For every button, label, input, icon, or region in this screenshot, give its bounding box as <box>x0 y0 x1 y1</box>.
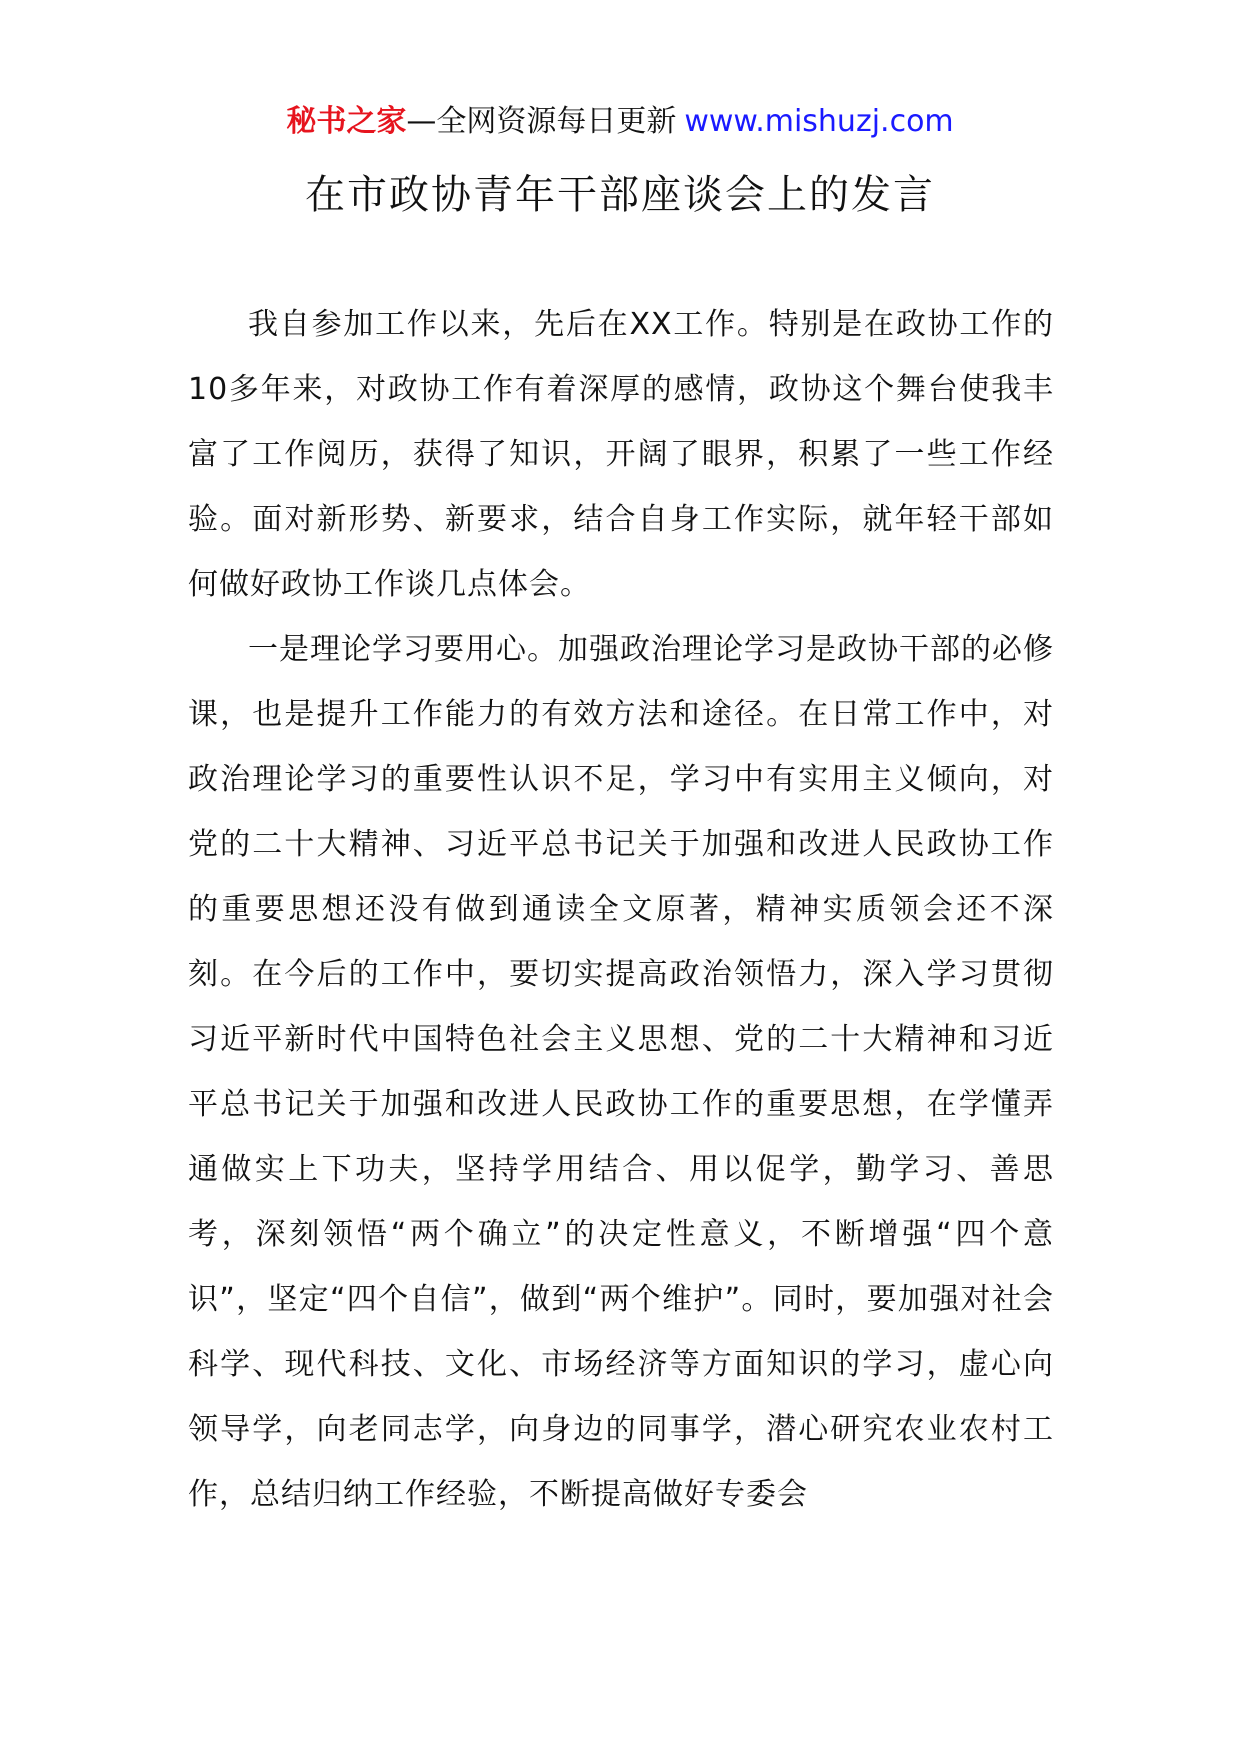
document-body <box>188 292 1054 1527</box>
document-title: 在市政协青年干部座谈会上的发言 <box>305 172 935 218</box>
site-url-link[interactable]: www.mishuzj.com <box>684 104 954 139</box>
paragraph-theory-study: 一是理论学习要用心。加强政治理论学习是政协干部的必修课，也是提升工作能力的有效方法和途径。在日常工作中，对政治理论学习的重要性认识不足，学习中有实用主义倾向，对党的二十大精神、习近平总书记关于加强和改进人民政协工作的重要思想还没有做到通读全文原著，精神实质领会还不深刻。在今后的工作中，要切实提高政治领悟力，深入学习贯彻习近平新时代中国特色社会主义思想、党的二十大精神和习近平总书记关于加强和改进人民政协工作的重要思想，在学懂弄通做实上下功夫，坚持学用结合、用以促学，勤学习、善思考，深刻领悟“两个确立”的决定性意义，不断增强“四个意识”，坚定“四个自信”，做到“两个维护”。同时，要加强对社会科学、现代科技、文化、市场经济等方面知识的学习，虚心向领导学，向老同志学，向身边的同事学，潜心研究农业农村工作，总结归纳工作经验，不断提高做好专委会 <box>188 632 1054 1512</box>
site-brand: 秘书之家 <box>286 104 407 139</box>
paragraph-intro: 我自参加工作以来，先后在XX工作。特别是在政协工作的10多年来，对政协工作有着深厚的感情，政协这个舞台使我丰富了工作阅历，获得了知识，开阔了眼界，积累了一些工作经验。面对新形势、新要求，结合自身工作实际，就年轻干部如何做好政协工作谈几点体会。 <box>188 307 1054 602</box>
site-tagline: —全网资源每日更新 <box>406 104 677 139</box>
site-header <box>0 100 1240 144</box>
